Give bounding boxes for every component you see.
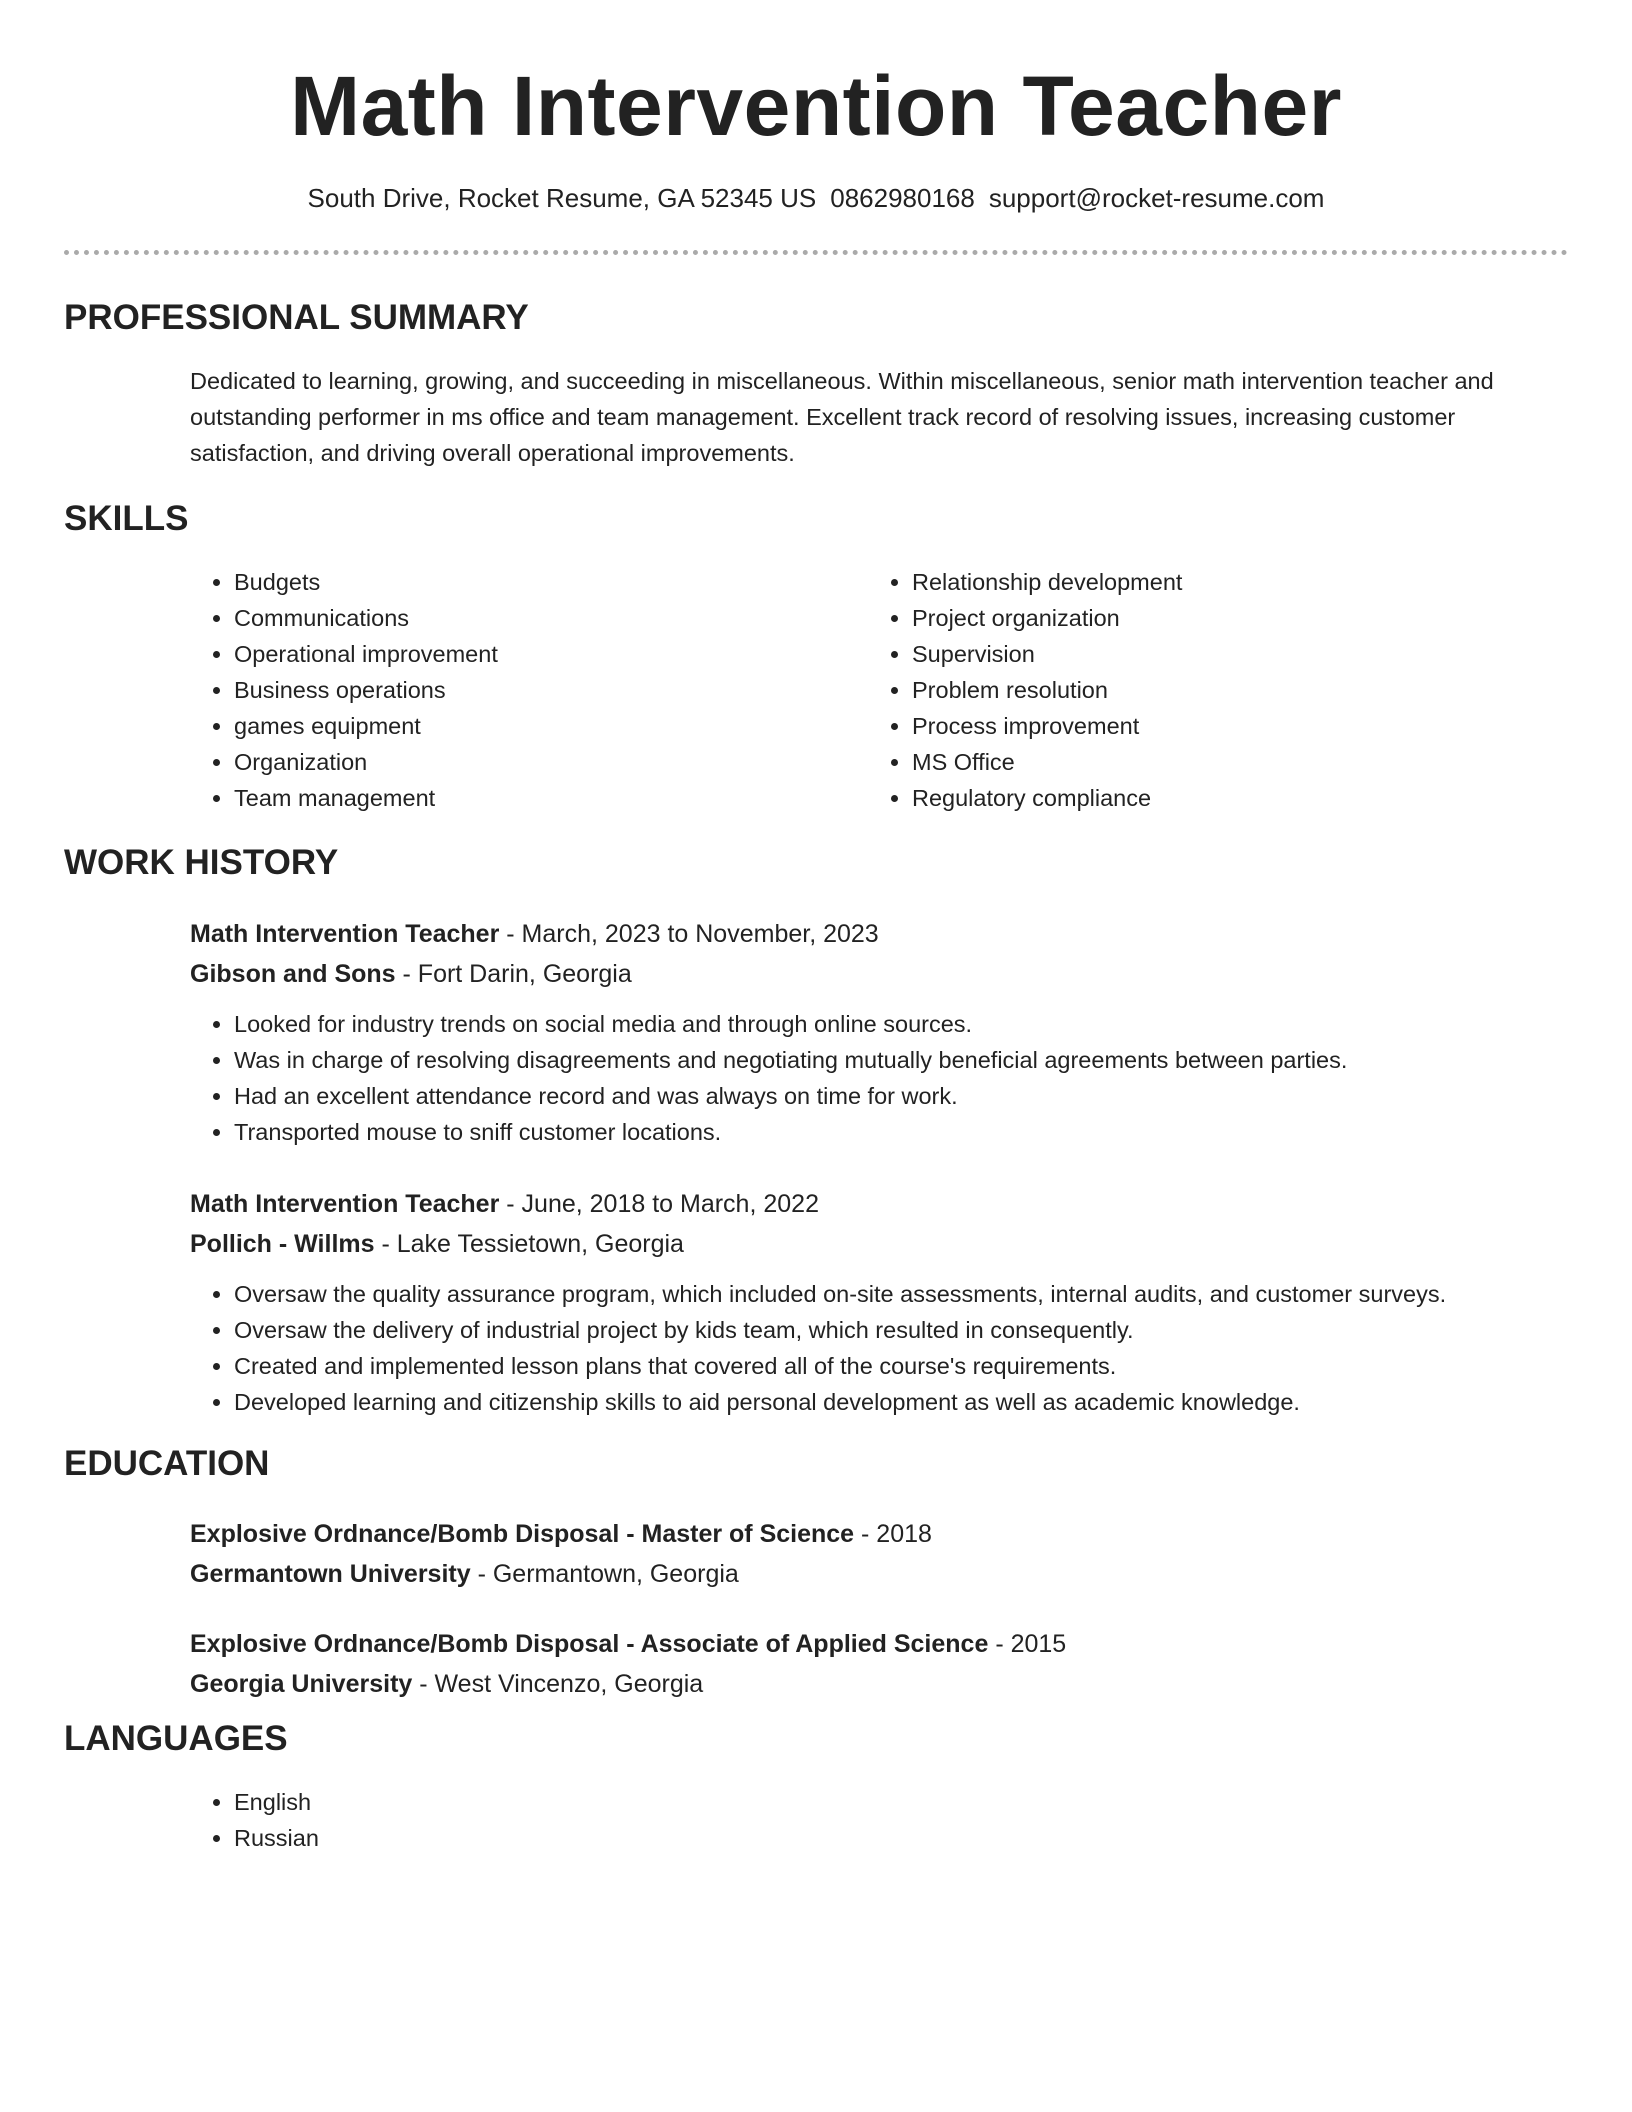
job-title-line: [190, 1184, 1568, 1224]
skills-column-right: [868, 564, 1508, 816]
resume-name: Math Intervention Teacher: [290, 59, 1342, 153]
skill-item: • Business operations: [234, 672, 830, 708]
skill-item: • games equipment: [234, 708, 830, 744]
job-bullet: • Had an excellent attendance record and was always on time for work.: [234, 1078, 1568, 1114]
skill-item: • Budgets: [234, 564, 830, 600]
skill-item: • Supervision: [912, 636, 1508, 672]
section-title-work: WORK HISTORY: [64, 843, 339, 882]
skill-item: • Project organization: [912, 600, 1508, 636]
section-title-education: EDUCATION: [64, 1444, 270, 1483]
section-title-summary: PROFESSIONAL SUMMARY: [64, 298, 529, 337]
job-location: - Lake Tessietown, Georgia: [374, 1230, 684, 1258]
education-degree-line: [190, 1514, 1568, 1554]
language-item: • Russian: [234, 1820, 1568, 1856]
education-year: - 2015: [988, 1630, 1067, 1658]
job-company-line: [190, 1224, 1568, 1264]
education-entry: [190, 1624, 1568, 1704]
work-entry: [190, 1184, 1568, 1420]
skill-item: • MS Office: [912, 744, 1508, 780]
job-bullet: • Created and implemented lesson plans that covered all of the course's requirements.: [234, 1348, 1568, 1384]
skills-list-right: [868, 564, 1508, 816]
contact-address: South Drive, Rocket Resume, GA 52345 US: [307, 183, 817, 213]
education-entry: [190, 1514, 1568, 1594]
job-company: Pollich - Willms: [190, 1230, 375, 1258]
section-title-languages: LANGUAGES: [64, 1719, 288, 1758]
education-degree-line: [190, 1624, 1568, 1664]
education-degree: Explosive Ordnance/Bomb Disposal - Master of Science: [190, 1520, 855, 1548]
education-location: - Germantown, Georgia: [470, 1560, 739, 1588]
job-bullet: • Looked for industry trends on social media and through online sources.: [234, 1006, 1568, 1042]
job-bullet: • Transported mouse to sniff customer locations.: [234, 1114, 1568, 1150]
job-bullets: [190, 1006, 1568, 1150]
job-title-line: [190, 914, 1568, 954]
job-bullet: • Oversaw the quality assurance program, which included on-site assessments, internal audits, and customer surveys.: [234, 1276, 1568, 1312]
skill-item: • Process improvement: [912, 708, 1508, 744]
job-dates: - March, 2023 to November, 2023: [499, 920, 879, 948]
languages-block: [190, 1784, 1568, 1856]
education-degree: Explosive Ordnance/Bomb Disposal - Associate of Applied Science: [190, 1630, 989, 1658]
contact-line: [64, 180, 1568, 216]
job-bullets: [190, 1276, 1568, 1420]
job-company: Gibson and Sons: [190, 960, 396, 988]
skill-item: • Organization: [234, 744, 830, 780]
summary-text: Dedicated to learning, growing, and succeeding in miscellaneous. Within miscellaneous, senior math intervention teacher and outstanding performer in ms office and team management. Excellent track record of resolving issues, increasing customer satisfaction, and driving overall operational improvements.: [190, 368, 1494, 466]
job-bullet: • Oversaw the delivery of industrial project by kids team, which resulted in consequently.: [234, 1312, 1568, 1348]
skill-item: • Communications: [234, 600, 830, 636]
contact-phone: 0862980168: [830, 183, 975, 213]
skills-list-left: [190, 564, 830, 816]
job-bullet: • Developed learning and citizenship skills to aid personal development as well as academic knowledge.: [234, 1384, 1568, 1420]
job-title: Math Intervention Teacher: [190, 1190, 500, 1218]
section-title-skills: SKILLS: [64, 499, 189, 538]
job-company-line: [190, 954, 1568, 994]
skill-item: • Team management: [234, 780, 830, 816]
education-school-line: [190, 1554, 1568, 1594]
education-school: Germantown University: [190, 1560, 471, 1588]
skill-item: • Operational improvement: [234, 636, 830, 672]
job-bullet: • Was in charge of resolving disagreements and negotiating mutually beneficial agreements between parties.: [234, 1042, 1568, 1078]
education-school: Georgia University: [190, 1670, 413, 1698]
skill-item: • Relationship development: [912, 564, 1508, 600]
education-school-line: [190, 1664, 1568, 1704]
skills-column-left: [190, 564, 830, 816]
summary-block: [190, 363, 1568, 471]
header-divider: [64, 250, 1568, 255]
job-dates: - June, 2018 to March, 2022: [499, 1190, 819, 1218]
languages-list: [190, 1784, 1568, 1856]
education-location: - West Vincenzo, Georgia: [412, 1670, 704, 1698]
job-location: - Fort Darin, Georgia: [395, 960, 632, 988]
job-title: Math Intervention Teacher: [190, 920, 500, 948]
education-year: - 2018: [854, 1520, 932, 1548]
skill-item: • Regulatory compliance: [912, 780, 1508, 816]
skill-item: • Problem resolution: [912, 672, 1508, 708]
language-item: • English: [234, 1784, 1568, 1820]
work-entry: [190, 914, 1568, 1150]
contact-email: support@rocket-resume.com: [988, 183, 1325, 213]
